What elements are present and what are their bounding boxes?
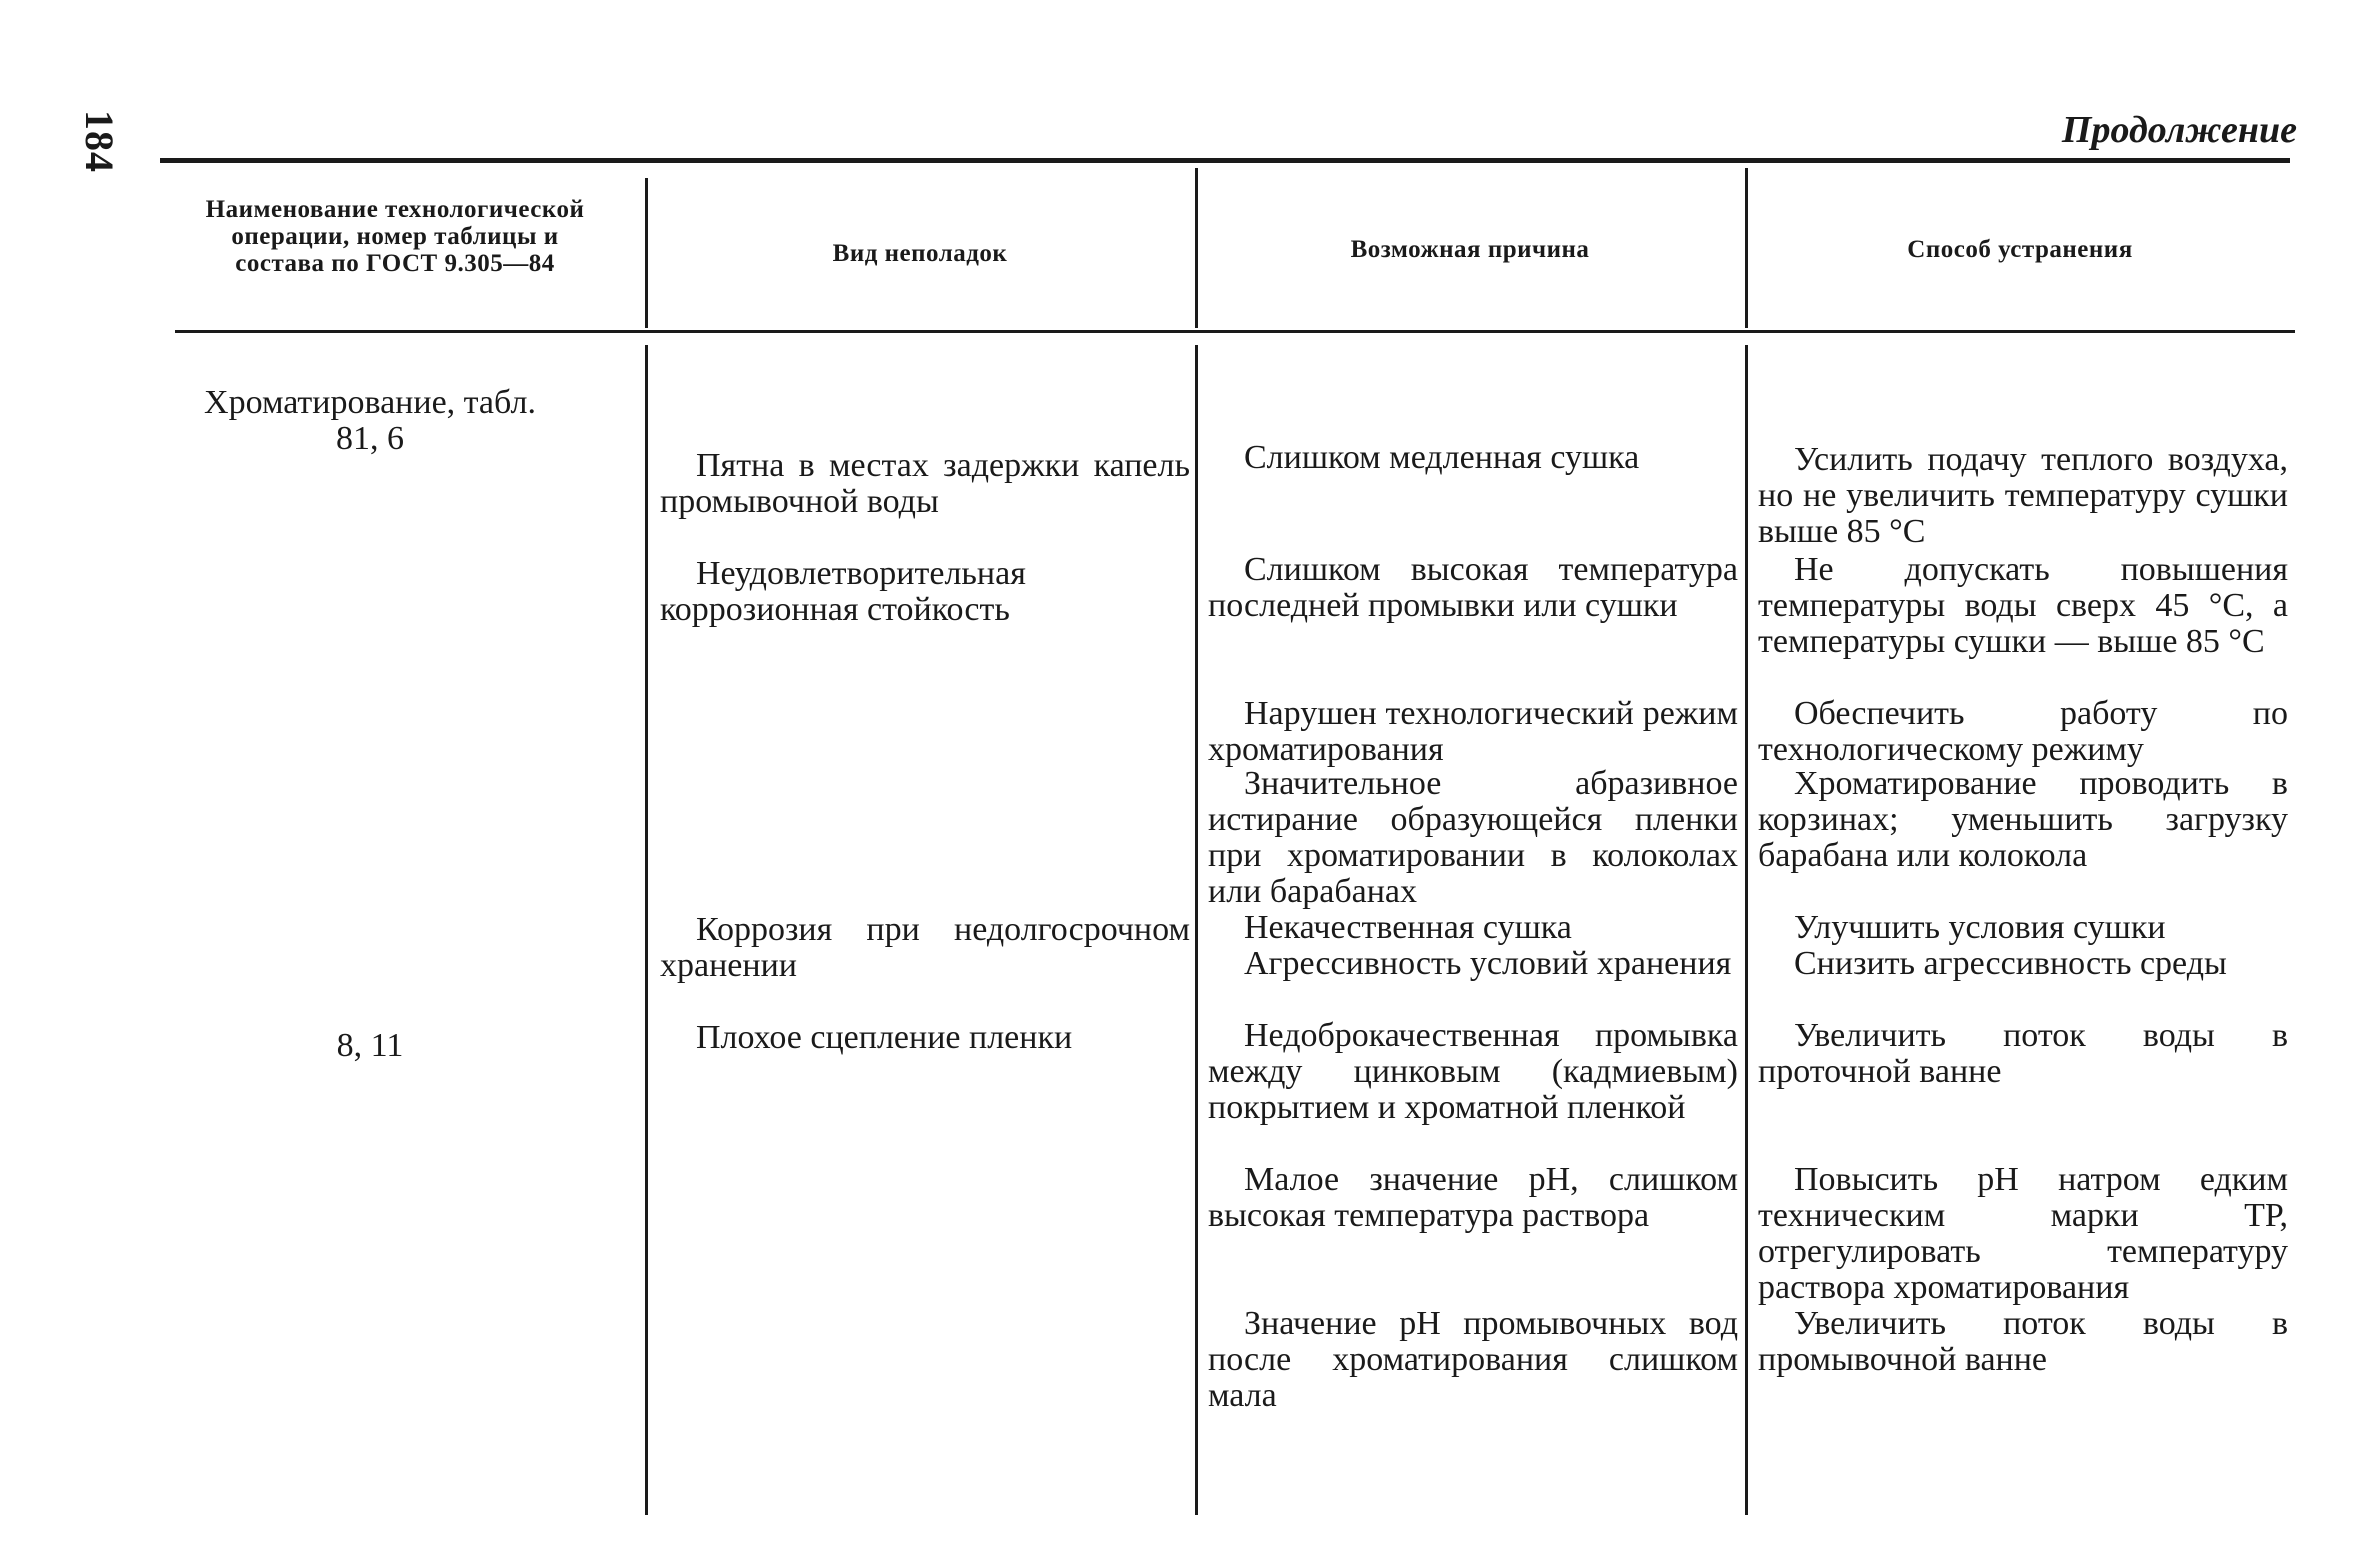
header-rule: [175, 330, 2295, 333]
cause-item: Малое значение pH, слишком высокая температура раствора: [1208, 1161, 1738, 1234]
continuation-label: Продолжение: [2061, 109, 2297, 151]
header-defect: Вид неполадок: [832, 240, 1008, 267]
cause-item: Значительное абразивное истирание образующейся пленки при хроматировании в колоколах или барабанах: [1208, 765, 1738, 910]
remedy-item: Повысить pH натром едким техническим марки ТР, отрегулировать температуру раствора хроматирования: [1758, 1161, 2288, 1306]
header-remedy: Способ устранения: [1907, 236, 2133, 263]
cause-item: Недоброкачественная промывка между цинковым (кадмиевым) покрытием и хроматной пленкой: [1208, 1017, 1738, 1126]
page-number: 184: [77, 110, 122, 173]
column-divider-2-body: [1195, 345, 1198, 1515]
remedy-item: Улучшить условия сушки: [1794, 909, 2166, 946]
remedy-item: Хроматирование проводить в корзинах; уменьшить загрузку барабана или колокола: [1758, 765, 2288, 874]
cause-item: Слишком медленная сушка: [1244, 439, 1640, 476]
top-rule: [160, 158, 2290, 163]
cause-item: Значение pH промывочных вод после хроматирования слишком мала: [1208, 1305, 1738, 1414]
remedy-item: Не допускать повышения температуры воды сверх 45 °C, а температуры сушки — выше 85 °C: [1758, 551, 2288, 660]
cause-item: Нарушен технологический режим хроматирования: [1208, 695, 1738, 768]
cause-item: Некачественная сушка: [1244, 909, 1572, 946]
column-divider-2: [1195, 168, 1198, 328]
defect-item: Плохое сцепление пленки: [696, 1019, 1073, 1056]
column-divider-3-body: [1745, 345, 1748, 1515]
remedy-item: Увеличить поток воды в промывочной ванне: [1758, 1305, 2288, 1378]
defect-item: Неудовлетворительная коррозионная стойкость: [660, 555, 1026, 628]
cause-item: Агрессивность условий хранения: [1244, 945, 1732, 982]
operation-chromating: Хроматирование, табл. 81, 6: [204, 384, 536, 457]
column-divider-3: [1745, 168, 1748, 328]
remedy-item: Снизить агрессивность среды: [1794, 945, 2227, 982]
column-divider-1: [645, 178, 648, 328]
remedy-item: Увеличить поток воды в проточной ванне: [1758, 1017, 2288, 1090]
defect-item: Коррозия при недолгосрочном хранении: [660, 911, 1190, 984]
header-operation: Наименование технологической операции, номер таблицы и состава по ГОСТ 9.305—84: [205, 196, 585, 277]
remedy-item: Обеспечить работу по технологическому режиму: [1758, 695, 2288, 768]
defect-item: Пятна в местах задержки капель промывочной воды: [660, 447, 1190, 520]
operation-table-ref: 8, 11: [336, 1027, 404, 1064]
cause-item: Слишком высокая температура последней промывки или сушки: [1208, 551, 1738, 624]
column-divider-1-body: [645, 345, 648, 1515]
header-cause: Возможная причина: [1350, 236, 1590, 263]
remedy-item: Усилить подачу теплого воздуха, но не увеличить температуру сушки выше 85 °C: [1758, 441, 2288, 550]
